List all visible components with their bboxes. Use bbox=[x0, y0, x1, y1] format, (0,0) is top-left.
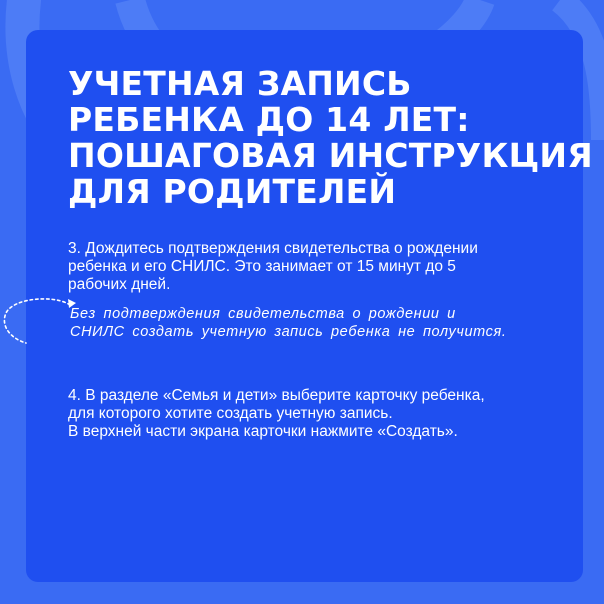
title-line: ДЛЯ РОДИТЕЛЕЙ bbox=[68, 172, 397, 211]
step-4-line: В верхней части экрана карточки нажмите «Создать». bbox=[68, 423, 458, 440]
page-title bbox=[68, 64, 593, 211]
step-4-line: 4. В разделе «Семья и дети» выберите карточку ребенка, bbox=[68, 387, 485, 404]
step-3-line: 3. Дождитесь подтверждения свидетельства о рождении bbox=[68, 240, 478, 257]
step-4-text bbox=[68, 387, 548, 441]
title-line: УЧЕТНАЯ ЗАПИСЬ bbox=[68, 64, 412, 103]
title-line: ПОШАГОВАЯ ИНСТРУКЦИЯ bbox=[68, 136, 593, 175]
step-3-line: рабочих дней. bbox=[68, 276, 171, 293]
title-line: РЕБЕНКА ДО 14 ЛЕТ: bbox=[68, 100, 470, 139]
step-3-line: ребенка и его СНИЛС. Это занимает от 15 минут до 5 bbox=[68, 258, 456, 275]
warning-note bbox=[70, 305, 540, 341]
step-3-text bbox=[68, 240, 548, 294]
step-4-line: для которого хотите создать учетную запись. bbox=[68, 405, 393, 422]
note-line: СНИЛС создать учетную запись ребенка не получится. bbox=[70, 324, 507, 340]
note-line: Без подтверждения свидетельства о рождении и bbox=[70, 306, 456, 322]
